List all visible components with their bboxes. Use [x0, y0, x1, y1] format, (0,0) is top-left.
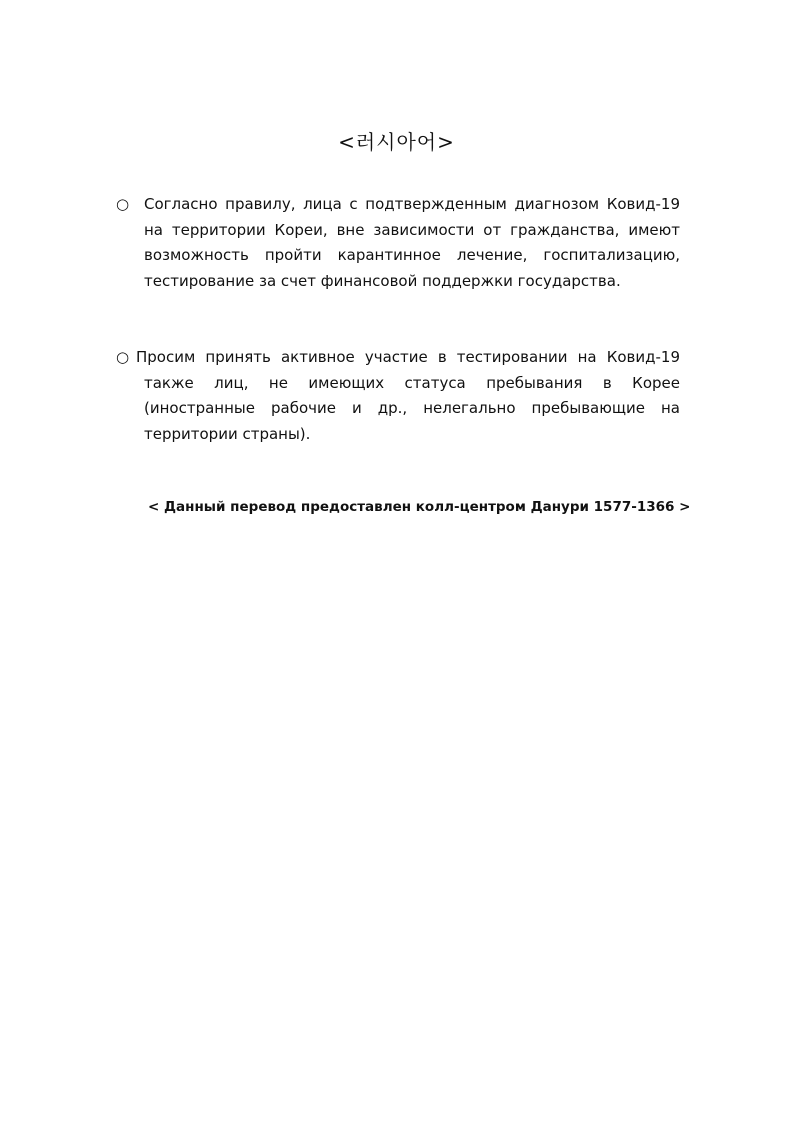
- list-item: [116, 192, 680, 294]
- list-item: [116, 345, 680, 447]
- circle-bullet-icon: ○: [116, 195, 130, 213]
- paragraph-text: Согласно правилу, лица с подтвержденным диагнозом Ковид-19 на территории Кореи, вне зависимости от гражданства, имеют возможность пройти карантинное лечение, госпитализацию, тестирование за счет финансовой поддержки государства.: [144, 195, 680, 290]
- page-title: <러시아어>: [338, 130, 455, 154]
- paragraph-text: Просим принять активное участие в тестировании на Ковид-19 также лиц, не имеющих статуса пребывания в Корее (иностранные рабочие и др., нелегально пребывающие на территории страны).: [136, 348, 680, 443]
- translation-credit: < Данный перевод предоставлен колл-центром Данури 1577-1366 >: [148, 499, 691, 515]
- circle-bullet-icon: ○: [116, 348, 130, 366]
